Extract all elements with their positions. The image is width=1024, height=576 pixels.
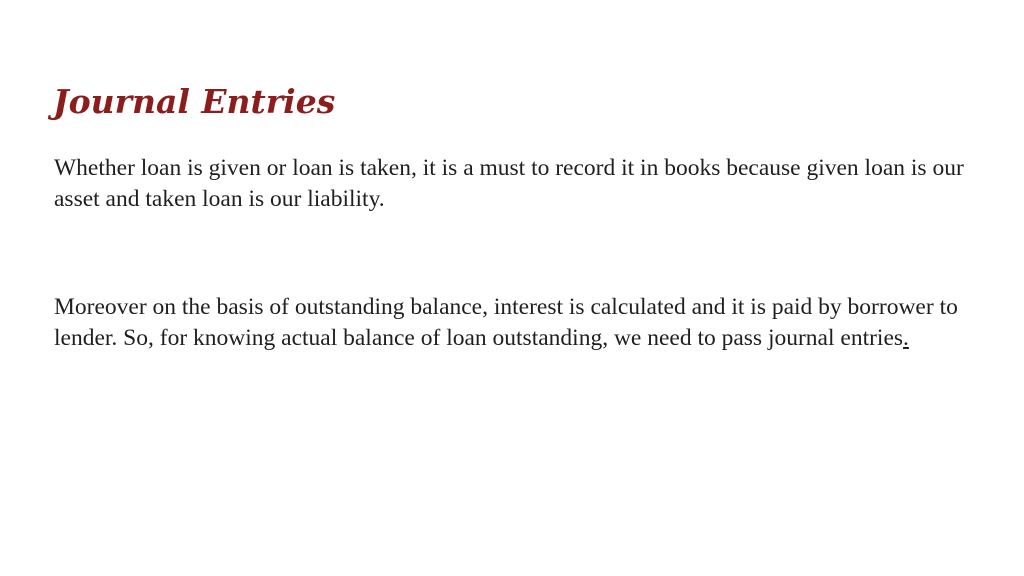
paragraph-loan-recording-text: Whether loan is given or loan is taken, it is a must to record it in books because given loan is our asset and taken loan is our liability.	[54, 155, 964, 212]
paragraph-interest-calculation-text: Moreover on the basis of outstanding balance, interest is calculated and it is paid by borrower to lender. So, for knowing actual balance of loan outstanding, we need to pass journal entries	[54, 294, 958, 351]
paragraph-loan-recording	[54, 153, 994, 215]
underlined-period: .	[903, 325, 909, 351]
paragraph-interest-calculation	[54, 292, 994, 354]
slide-title: Journal Entries	[53, 82, 336, 121]
